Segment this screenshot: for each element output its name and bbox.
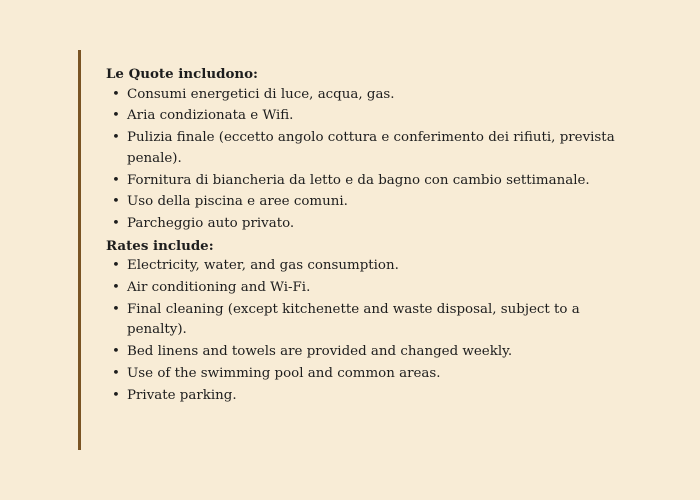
list-item xyxy=(106,300,626,341)
list-item-text: Electricity, water, and gas consumption. xyxy=(127,258,399,274)
bullet-icon: • xyxy=(112,365,120,381)
bullet-icon: • xyxy=(112,344,120,360)
list-item-text: Air conditioning and Wi-Fi. xyxy=(127,280,311,296)
bullet-icon: • xyxy=(112,108,120,124)
bullet-icon: • xyxy=(112,258,120,274)
list-item xyxy=(106,171,626,192)
list-item-text: Parcheggio auto privato. xyxy=(127,215,295,231)
bullet-icon: • xyxy=(112,86,120,102)
list-item-text: Use of the swimming pool and common areas. xyxy=(127,365,441,381)
list-item-text: Private parking. xyxy=(127,387,237,403)
list-item-text: Final cleaning (except kitchenette and waste disposal, subject to a penalty). xyxy=(127,301,580,338)
bullet-icon: • xyxy=(112,280,120,296)
list-item xyxy=(106,364,626,385)
italian-list xyxy=(106,85,626,235)
bullet-icon: • xyxy=(112,130,120,146)
english-list xyxy=(106,256,626,406)
list-item xyxy=(106,214,626,235)
list-item xyxy=(106,386,626,407)
bullet-icon: • xyxy=(112,215,120,231)
bullet-icon: • xyxy=(112,194,120,210)
italian-section xyxy=(106,64,626,235)
list-item-text: Bed linens and towels are provided and changed weekly. xyxy=(127,344,513,360)
list-item-text: Pulizia finale (eccetto angolo cottura e conferimento dei rifiuti, prevista penale). xyxy=(127,130,615,166)
accent-bar xyxy=(78,50,81,450)
list-item xyxy=(106,278,626,299)
list-item-text: Fornitura di biancheria da letto e da bagno con cambio settimanale. xyxy=(127,172,590,188)
list-item-text: Consumi energetici di luce, acqua, gas. xyxy=(127,86,395,102)
rates-document xyxy=(106,64,626,407)
list-item xyxy=(106,128,626,169)
list-item xyxy=(106,256,626,277)
bullet-icon: • xyxy=(112,172,120,188)
list-item xyxy=(106,85,626,106)
list-item xyxy=(106,342,626,363)
bullet-icon: • xyxy=(112,387,120,403)
list-item-text: Aria condizionata e Wifi. xyxy=(127,108,294,124)
list-item xyxy=(106,106,626,127)
italian-section-title: Le Quote includono: xyxy=(106,66,258,82)
list-item xyxy=(106,192,626,213)
english-section xyxy=(106,236,626,407)
bullet-icon: • xyxy=(112,301,120,317)
list-item-text: Uso della piscina e aree comuni. xyxy=(127,194,348,210)
english-section-title: Rates include: xyxy=(106,237,214,254)
